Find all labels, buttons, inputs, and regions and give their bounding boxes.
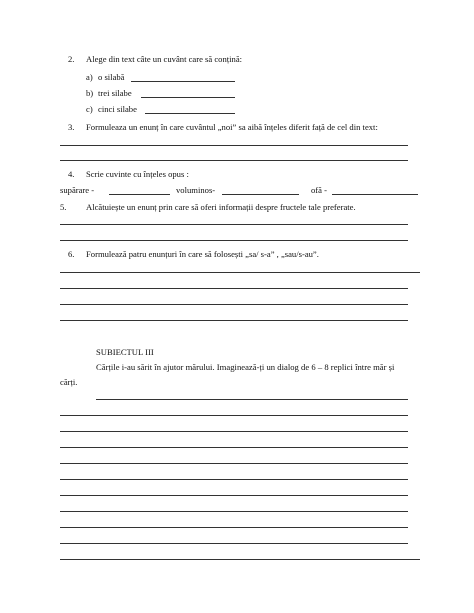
q2-text: Alege din text câte un cuvânt care să conțină: (86, 54, 243, 64)
q4-pair-3-blank[interactable] (332, 194, 418, 195)
q5-text: Alcătuiește un enunț prin care să oferi informații despre fructele tale preferate. (86, 202, 356, 212)
q2-item-a-blank[interactable] (131, 81, 235, 82)
q6-text: Formulează patru enunțuri în care să folosești „sa/ s-a” , „sau/s-au”. (86, 249, 319, 259)
q4-pair-2-blank[interactable] (222, 194, 299, 195)
subiect3-title: SUBIECTUL III (96, 347, 154, 357)
subiect3-answer-line-9[interactable] (60, 527, 408, 528)
q6-number: 6. (68, 249, 75, 259)
subiect3-answer-line-1[interactable] (96, 399, 408, 400)
q2-item-a-text: o silabă (98, 72, 125, 82)
q5-number: 5. (60, 202, 67, 212)
q4-text: Scrie cuvinte cu înțeles opus : (86, 169, 189, 179)
q2-number: 2. (68, 54, 75, 64)
q2-item-a-label: a) (86, 72, 93, 82)
q2-item-b-blank[interactable] (141, 97, 235, 98)
q4-pair-1-word: supărare - (60, 185, 95, 195)
subiect3-answer-line-2[interactable] (60, 415, 408, 416)
q6-answer-line-4[interactable] (60, 320, 408, 321)
q6-answer-line-3[interactable] (60, 304, 408, 305)
subiect3-text-line-2: cărți. (60, 377, 78, 387)
q6-answer-line-2[interactable] (60, 288, 408, 289)
q3-text: Formuleaza un enunț în care cuvântul „noi” sa aibă înțeles diferit față de cel din text: (86, 122, 378, 132)
q3-number: 3. (68, 122, 75, 132)
q2-item-c-blank[interactable] (145, 113, 235, 114)
q2-item-c-text: cinci silabe (98, 104, 137, 114)
subiect3-answer-line-10[interactable] (60, 543, 408, 544)
subiect3-answer-line-4[interactable] (60, 447, 408, 448)
subiect3-text-line-1: Cărțile i-au sărit în ajutor mărului. Imaginează-ți un dialog de 6 – 8 replici între măr și (96, 362, 395, 372)
q4-pair-1-blank[interactable] (109, 194, 170, 195)
subiect3-answer-line-7[interactable] (60, 495, 408, 496)
subiect3-answer-line-3[interactable] (60, 431, 408, 432)
q4-number: 4. (68, 169, 75, 179)
q4-pair-2-word: voluminos- (176, 185, 216, 195)
q2-item-b-label: b) (86, 88, 94, 98)
q2-item-c-label: c) (86, 104, 93, 114)
q4-pair-3-word: ofă - (311, 185, 327, 195)
q3-answer-line-1[interactable] (60, 145, 408, 146)
q5-answer-line-1[interactable] (60, 224, 408, 225)
subiect3-answer-line-6[interactable] (60, 479, 408, 480)
q5-answer-line-2[interactable] (60, 240, 408, 241)
subiect3-answer-line-11[interactable] (60, 559, 420, 560)
q2-item-b-text: trei silabe (98, 88, 132, 98)
subiect3-answer-line-5[interactable] (60, 463, 408, 464)
q6-answer-line-1[interactable] (60, 272, 420, 273)
subiect3-answer-line-8[interactable] (60, 511, 408, 512)
q3-answer-line-2[interactable] (60, 160, 408, 161)
